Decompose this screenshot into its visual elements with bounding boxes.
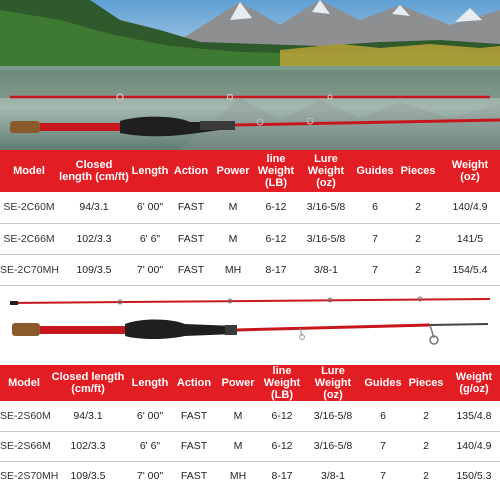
weight-cell: 154/5.4 [440, 254, 500, 285]
model-cell: SE-2S70MH [0, 461, 48, 491]
action-cell: FAST [172, 461, 216, 491]
header-action: Action [172, 365, 216, 401]
length-cell: 6' 6" [128, 431, 172, 461]
line-weight-cell: 8-17 [260, 461, 304, 491]
header-model: Model [0, 150, 58, 192]
table-row [0, 461, 500, 491]
header-power: Power [212, 150, 254, 192]
closed-length-cell: 94/3.1 [58, 192, 130, 223]
line-weight-cell: 6-12 [260, 401, 304, 431]
weight-cell: 140/4.9 [448, 431, 500, 461]
power-cell: M [212, 223, 254, 254]
header-guides: Guides [362, 365, 404, 401]
pieces-cell: 2 [404, 431, 448, 461]
line-weight-cell: 6-12 [254, 192, 298, 223]
casting-spec-table [0, 150, 500, 286]
model-cell: SE-2S60M [0, 401, 48, 431]
table-header-row [0, 365, 500, 401]
spinning-spec-table [0, 365, 500, 491]
header-line-weight: line Weight (LB) [260, 365, 304, 401]
closed-length-cell: 109/3.5 [48, 461, 128, 491]
header-closed-length: Closed length (cm/ft) [48, 365, 128, 401]
closed-length-cell: 102/3.3 [48, 431, 128, 461]
power-cell: M [212, 192, 254, 223]
header-pieces: Pieces [404, 365, 448, 401]
pieces-cell: 2 [396, 192, 440, 223]
header-action: Action [170, 150, 212, 192]
weight-cell: 150/5.3 [448, 461, 500, 491]
pieces-cell: 2 [404, 401, 448, 431]
weight-cell: 141/5 [440, 223, 500, 254]
guides-cell: 7 [362, 431, 404, 461]
action-cell: FAST [172, 401, 216, 431]
pieces-cell: 2 [404, 461, 448, 491]
guides-cell: 7 [362, 461, 404, 491]
action-cell: FAST [170, 192, 212, 223]
action-cell: FAST [170, 223, 212, 254]
table-row [0, 254, 500, 285]
action-cell: FAST [172, 431, 216, 461]
spinning-rod-image [0, 288, 500, 364]
lure-weight-cell: 3/8-1 [298, 254, 354, 285]
header-weight: Weight (g/oz) [448, 365, 500, 401]
line-weight-cell: 6-12 [254, 223, 298, 254]
line-weight-cell: 8-17 [254, 254, 298, 285]
power-cell: M [216, 431, 260, 461]
table-row [0, 223, 500, 254]
model-cell: SE-2C60M [0, 192, 58, 223]
length-cell: 6' 00" [128, 401, 172, 431]
pieces-cell: 2 [396, 254, 440, 285]
guides-cell: 6 [354, 192, 396, 223]
header-model: Model [0, 365, 48, 401]
lure-weight-cell: 3/8-1 [304, 461, 362, 491]
guides-cell: 6 [362, 401, 404, 431]
header-closed-length: Closed length (cm/ft) [58, 150, 130, 192]
length-cell: 7' 00" [128, 461, 172, 491]
header-lure-weight: Lure Weight (oz) [298, 150, 354, 192]
header-length: Length [130, 150, 170, 192]
table-row [0, 431, 500, 461]
header-guides: Guides [354, 150, 396, 192]
model-cell: SE-2S66M [0, 431, 48, 461]
line-weight-cell: 6-12 [260, 431, 304, 461]
length-cell: 7' 00" [130, 254, 170, 285]
model-cell: SE-2C70MH [0, 254, 58, 285]
lure-weight-cell: 3/16-5/8 [298, 223, 354, 254]
header-lure-weight: Lure Weight (oz) [304, 365, 362, 401]
power-cell: M [216, 401, 260, 431]
weight-cell: 135/4.8 [448, 401, 500, 431]
table-row [0, 401, 500, 431]
closed-length-cell: 94/3.1 [48, 401, 128, 431]
header-power: Power [216, 365, 260, 401]
lake-landscape-image [0, 0, 500, 150]
power-cell: MH [212, 254, 254, 285]
closed-length-cell: 109/3.5 [58, 254, 130, 285]
guides-cell: 7 [354, 254, 396, 285]
header-length: Length [128, 365, 172, 401]
header-pieces: Pieces [396, 150, 440, 192]
power-cell: MH [216, 461, 260, 491]
action-cell: FAST [170, 254, 212, 285]
length-cell: 6' 00" [130, 192, 170, 223]
closed-length-cell: 102/3.3 [58, 223, 130, 254]
header-line-weight: line Weight (LB) [254, 150, 298, 192]
lure-weight-cell: 3/16-5/8 [304, 401, 362, 431]
lure-weight-cell: 3/16-5/8 [298, 192, 354, 223]
lure-weight-cell: 3/16-5/8 [304, 431, 362, 461]
header-weight: Weight (oz) [440, 150, 500, 192]
guides-cell: 7 [354, 223, 396, 254]
length-cell: 6' 6" [130, 223, 170, 254]
model-cell: SE-2C66M [0, 223, 58, 254]
table-row [0, 192, 500, 223]
weight-cell: 140/4.9 [440, 192, 500, 223]
pieces-cell: 2 [396, 223, 440, 254]
table-header-row [0, 150, 500, 192]
